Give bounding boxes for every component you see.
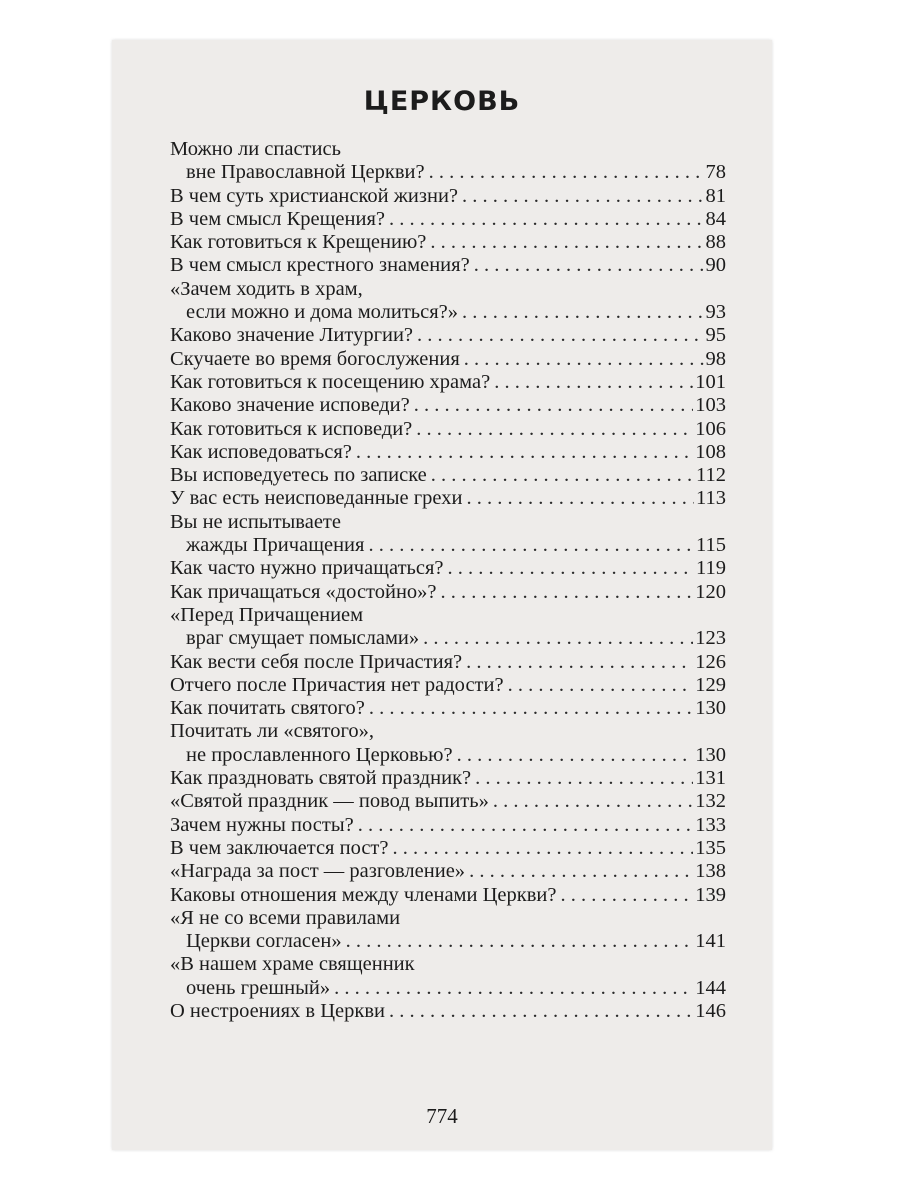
- toc-entry: [170, 138, 726, 185]
- dot-leader: [431, 464, 694, 487]
- toc-entry-title: Каковы отношения между членами Церкви?: [170, 883, 557, 906]
- toc-entry-page: 119: [696, 557, 726, 580]
- toc-entry: [170, 487, 726, 510]
- dot-leader: [416, 418, 693, 441]
- toc-entry-title: Как вести себя после Причастия?: [170, 650, 463, 673]
- toc-entry-title: «В нашем храме священник: [170, 953, 415, 976]
- toc-entry-title: Скучаете во время богослужения: [170, 347, 460, 370]
- toc-entry-page: 135: [695, 836, 726, 859]
- toc-entry-title: О нестроениях в Церкви: [170, 999, 385, 1022]
- dot-leader: [356, 441, 693, 464]
- toc-entry-title: В чем смысл Крещения?: [170, 207, 385, 230]
- toc-entry: [170, 557, 726, 580]
- toc-entry: [170, 907, 726, 954]
- toc-entry-page: 138: [695, 860, 726, 883]
- toc-entry-page: 130: [695, 743, 726, 766]
- toc-entry: [170, 604, 726, 651]
- toc-entry-title: «Награда за пост — разговление»: [170, 860, 466, 883]
- toc-entry-page: 78: [705, 161, 726, 184]
- toc-entry-title: Как исповедоваться?: [170, 440, 352, 463]
- toc-entry-title: жажды Причащения: [186, 534, 365, 557]
- toc-entry-title: Отчего после Причастия нет радости?: [170, 673, 504, 696]
- toc-line: [170, 651, 726, 674]
- toc-entry-title: В чем смысл крестного знамения?: [170, 254, 470, 277]
- toc-entry: [170, 394, 726, 417]
- toc-entry: [170, 464, 726, 487]
- toc-entry-title: Как готовиться к посещению храма?: [170, 370, 491, 393]
- toc-entry: [170, 697, 726, 720]
- toc-entry-page: 126: [695, 650, 726, 673]
- toc-entry-page: 90: [705, 254, 726, 277]
- dot-leader: [414, 394, 694, 417]
- toc-entry: [170, 371, 726, 394]
- dot-leader: [346, 930, 694, 953]
- toc-entry-title: вне Православной Церкви?: [186, 161, 425, 184]
- dot-leader: [392, 837, 693, 860]
- toc-entry: [170, 324, 726, 347]
- toc-line: [170, 837, 726, 860]
- toc-line: [170, 930, 726, 953]
- toc-line: [170, 953, 726, 976]
- toc-entry-title: «Святой праздник — повод выпить»: [170, 790, 489, 813]
- toc-entry: [170, 651, 726, 674]
- toc-entry: [170, 720, 726, 767]
- toc-entry-title: Как праздновать святой праздник?: [170, 767, 472, 790]
- toc-entry-title: В чем суть христианской жизни?: [170, 184, 459, 207]
- toc-line: [170, 674, 726, 697]
- toc-entry-title: Вы исповедуетесь по записке: [170, 464, 427, 487]
- toc-line: [170, 301, 726, 324]
- toc-entry-title: Вы не испытываете: [170, 510, 341, 533]
- toc-entry-title: Как причащаться «достойно»?: [170, 580, 437, 603]
- toc-line: [170, 814, 726, 837]
- toc-entry-page: 132: [695, 790, 726, 813]
- toc-entry-title: Церкви согласен»: [186, 930, 342, 953]
- toc-entry-page: 144: [695, 976, 726, 999]
- toc-entry: [170, 790, 726, 813]
- toc-entry-title: Каково значение исповеди?: [170, 394, 410, 417]
- toc-entry-title: «Я не со всеми правилами: [170, 906, 401, 929]
- toc-entry: [170, 860, 726, 883]
- dot-leader: [369, 697, 693, 720]
- book-page: [112, 40, 772, 1150]
- toc-line: [170, 487, 726, 510]
- toc-entry-page: 88: [705, 231, 726, 254]
- toc-line: [170, 161, 726, 184]
- toc-entry-title: Как готовиться к Крещению?: [170, 231, 427, 254]
- toc-line: [170, 860, 726, 883]
- toc-line: [170, 231, 726, 254]
- toc-entry-page: 133: [695, 813, 726, 836]
- toc-entry: [170, 231, 726, 254]
- toc-entry-title: Как часто нужно причащаться?: [170, 557, 444, 580]
- dot-leader: [429, 161, 704, 184]
- toc-entry: [170, 208, 726, 231]
- dot-leader: [560, 884, 693, 907]
- toc-line: [170, 534, 726, 557]
- dot-leader: [466, 487, 694, 510]
- dot-leader: [475, 767, 693, 790]
- toc-line: [170, 371, 726, 394]
- toc-line: [170, 394, 726, 417]
- toc-entry-title: У вас есть неисповеданные грехи: [170, 487, 463, 510]
- dot-leader: [494, 371, 693, 394]
- toc-entry: [170, 767, 726, 790]
- toc-entry-page: 129: [695, 673, 726, 696]
- toc-line: [170, 697, 726, 720]
- toc-entry-page: 84: [705, 207, 726, 230]
- toc-entry-title: Как почитать святого?: [170, 697, 365, 720]
- toc-entry: [170, 441, 726, 464]
- toc-entry: [170, 953, 726, 1000]
- toc-line: [170, 324, 726, 347]
- toc-entry-title: Как готовиться к исповеди?: [170, 417, 413, 440]
- toc-line: [170, 138, 726, 161]
- toc-entry-title: Почитать ли «святого»,: [170, 720, 374, 743]
- dot-leader: [469, 860, 693, 883]
- toc-entry-page: 115: [696, 534, 726, 557]
- toc-entry-title: Каково значение Литургии?: [170, 324, 414, 347]
- toc-line: [170, 208, 726, 231]
- toc-entry-title: очень грешный»: [186, 976, 331, 999]
- toc-entry-page: 120: [695, 580, 726, 603]
- toc-line: [170, 511, 726, 534]
- toc-line: [170, 278, 726, 301]
- toc-entry-page: 112: [696, 464, 726, 487]
- toc-entry: [170, 348, 726, 371]
- toc-entry-page: 123: [695, 627, 726, 650]
- dot-leader: [464, 348, 704, 371]
- toc-line: [170, 627, 726, 650]
- dot-leader: [430, 231, 703, 254]
- toc-entry-title: если можно и дома молиться?»: [186, 301, 459, 324]
- dot-leader: [389, 208, 704, 231]
- toc-entry-title: Зачем нужны посты?: [170, 813, 354, 836]
- toc-line: [170, 464, 726, 487]
- toc-entry-page: 108: [695, 440, 726, 463]
- toc-entry-title: «Зачем ходить в храм,: [170, 277, 363, 300]
- toc-entry-page: 131: [695, 767, 726, 790]
- toc-entry: [170, 674, 726, 697]
- toc-line: [170, 418, 726, 441]
- dot-leader: [441, 581, 694, 604]
- toc-entry-page: 81: [705, 184, 726, 207]
- toc-entry-page: 103: [695, 394, 726, 417]
- toc-entry: [170, 1000, 726, 1023]
- toc-line: [170, 744, 726, 767]
- toc-entry-title: «Перед Причащением: [170, 603, 364, 626]
- toc-line: [170, 1000, 726, 1023]
- toc-line: [170, 720, 726, 743]
- dot-leader: [417, 324, 703, 347]
- toc-line: [170, 907, 726, 930]
- toc-entry-title: враг смущает помыслами»: [186, 627, 420, 650]
- toc-line: [170, 977, 726, 1000]
- dot-leader: [462, 185, 703, 208]
- dot-leader: [358, 814, 694, 837]
- toc-entry-title: не прославленного Церковью?: [186, 743, 453, 766]
- toc-entry: [170, 418, 726, 441]
- toc-line: [170, 254, 726, 277]
- toc-entry-title: В чем заключается пост?: [170, 836, 389, 859]
- toc-line: [170, 557, 726, 580]
- toc-line: [170, 767, 726, 790]
- toc-entry: [170, 185, 726, 208]
- toc-entry: [170, 254, 726, 277]
- dot-leader: [457, 744, 694, 767]
- toc-entry-page: 95: [705, 324, 726, 347]
- toc-line: [170, 581, 726, 604]
- toc-line: [170, 604, 726, 627]
- toc-entry: [170, 837, 726, 860]
- toc-entry-title: Можно ли спастись: [170, 138, 341, 160]
- dot-leader: [508, 674, 694, 697]
- dot-leader: [493, 790, 693, 813]
- toc-entry: [170, 581, 726, 604]
- toc-entry: [170, 814, 726, 837]
- toc-entry-page: 139: [695, 883, 726, 906]
- toc-entry-page: 101: [695, 370, 726, 393]
- toc-line: [170, 790, 726, 813]
- dot-leader: [474, 254, 704, 277]
- dot-leader: [448, 557, 694, 580]
- dot-leader: [423, 627, 693, 650]
- toc-entry: [170, 884, 726, 907]
- toc-entry-page: 130: [695, 697, 726, 720]
- toc-entry: [170, 278, 726, 325]
- toc-line: [170, 884, 726, 907]
- toc-line: [170, 348, 726, 371]
- toc-entry-page: 106: [695, 417, 726, 440]
- dot-leader: [334, 977, 693, 1000]
- section-heading: ЦЕРКОВЬ: [363, 86, 521, 117]
- toc-entry-page: 141: [695, 930, 726, 953]
- toc-entry: [170, 511, 726, 558]
- table-of-contents: [170, 138, 726, 1023]
- dot-leader: [466, 651, 693, 674]
- toc-entry-page: 146: [695, 999, 726, 1022]
- dot-leader: [368, 534, 694, 557]
- toc-line: [170, 441, 726, 464]
- toc-entry-page: 93: [705, 301, 726, 324]
- toc-entry-page: 113: [696, 487, 726, 510]
- dot-leader: [462, 301, 703, 324]
- dot-leader: [389, 1000, 693, 1023]
- toc-line: [170, 185, 726, 208]
- toc-entry-page: 98: [705, 347, 726, 370]
- page-number: 774: [426, 1104, 458, 1128]
